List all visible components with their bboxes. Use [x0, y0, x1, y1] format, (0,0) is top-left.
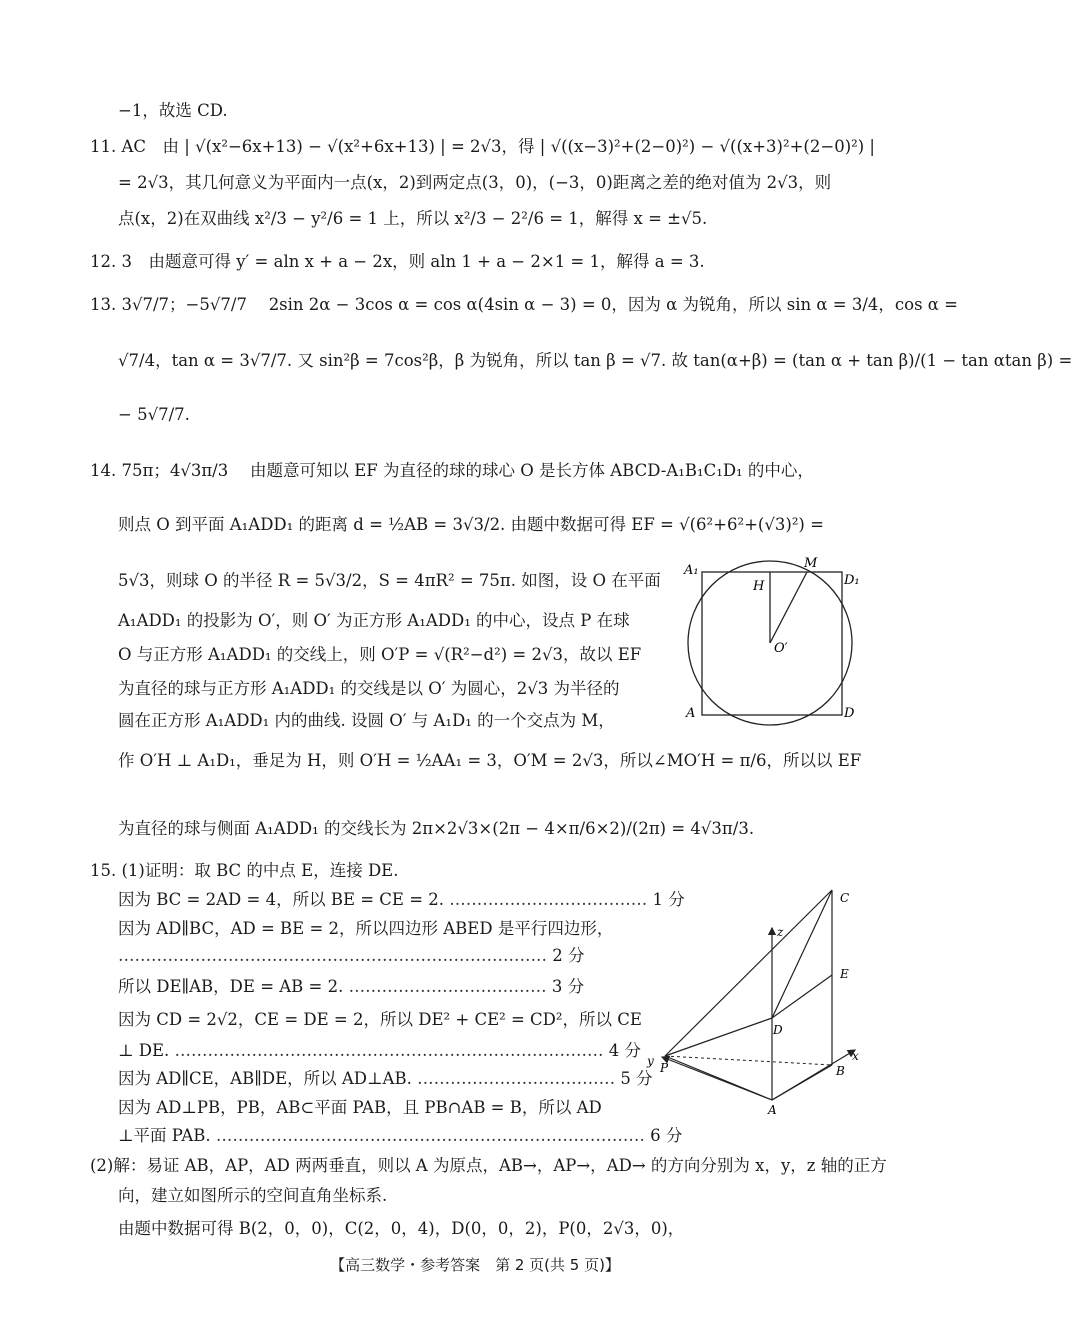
label-z: z [777, 925, 784, 939]
dot-leader: ……………………………… [449, 890, 648, 909]
text: 所以 DE∥AB，DE = AB = 2. [118, 977, 344, 996]
label-e: E [840, 967, 849, 981]
dot-leader: ……………………………… [348, 977, 547, 996]
answer-14-line: 则点 O 到平面 A₁ADD₁ 的距离 d = ½AB = 3√3/2. 由题中数据可得 EF = √(6²+6²+(√3)²) = [118, 515, 824, 534]
score: 5 分 [620, 1069, 653, 1088]
square-a1add1 [702, 572, 842, 715]
label-d: D [773, 1023, 783, 1037]
answer-14-line: 14. 75π；4√3π/3 由题意可知以 EF 为直径的球的球心 O 是长方体 ABCD-A₁B₁C₁D₁ 的中心， [90, 461, 814, 480]
label-h: H [753, 579, 765, 594]
label-y: y [647, 1054, 654, 1068]
answer-15-line: 因为 CD = 2√2，CE = DE = 2，所以 DE² + CE² = CD²，所以 CE [118, 1010, 642, 1029]
answer-12-line: 12. 3 由题意可得 y′ = aln x + a − 2x，则 aln 1 + a − 2×1 = 1，解得 a = 3. [90, 252, 705, 271]
score: 1 分 [652, 890, 685, 909]
answer-15-line: 向，建立如图所示的空间直角坐标系. [118, 1186, 388, 1205]
score: 3 分 [551, 977, 585, 996]
answer-15-line [118, 945, 585, 967]
text-line: −1，故选 CD. [118, 101, 228, 120]
text: 因为 AD∥CE，AB∥DE，所以 AD⊥AB. [118, 1069, 412, 1088]
answer-11-line: 点(x，2)在双曲线 x²/3 − y²/6 = 1 上，所以 x²/3 − 2²/6 = 1，解得 x = ±√5. [118, 209, 708, 228]
segment-om [770, 572, 807, 643]
label-x: x [852, 1049, 859, 1063]
answer-15-line [118, 1040, 641, 1062]
segment-de [772, 975, 832, 1018]
answer-14-line: 5√3，则球 O 的半径 R = 5√3/2，S = 4πR² = 75π. 如图，设 O 在平面 [118, 571, 661, 590]
label-d1: D₁ [844, 573, 860, 588]
text: ⊥平面 PAB. [118, 1126, 211, 1145]
label-a1: A₁ [684, 563, 699, 578]
answer-15-line [118, 1068, 653, 1090]
segment-pb [665, 1056, 832, 1065]
label-b: B [836, 1064, 845, 1078]
label-a: A [768, 1103, 777, 1117]
page-footer: 【高三数学・参考答案 第 2 页(共 5 页)】 [330, 1256, 620, 1274]
answer-15-line: 由题中数据可得 B(2，0，0)，C(2，0，4)，D(0，0，2)，P(0，2√3，0)， [118, 1219, 685, 1238]
answer-11-line: = 2√3，其几何意义为平面内一点(x，2)到两定点(3，0)，(−3，0)距离之差的绝对值为 2√3，则 [118, 173, 832, 192]
label-d: D [844, 706, 855, 721]
answer-15-line: (2)解：易证 AB，AP，AD 两两垂直，则以 A 为原点，AB→，AP→，AD→ 的方向分别为 x，y，z 轴的正方 [90, 1156, 887, 1175]
answer-13-line: 13. 3√7/7；−5√7/7 2sin 2α − 3cos α = cos α(4sin α − 3) = 0，因为 α 为锐角，所以 sin α = 3/4，cos α = [90, 295, 958, 314]
dot-leader: ……………………………… [417, 1069, 616, 1088]
answer-14-line: 为直径的球与正方形 A₁ADD₁ 的交线是以 O′ 为圆心，2√3 为半径的 [118, 679, 620, 698]
label-a: A [686, 706, 696, 721]
answer-14-line: A₁ADD₁ 的投影为 O′，则 O′ 为正方形 A₁ADD₁ 的中心，设点 P 在球 [118, 611, 630, 630]
y-axis [662, 1057, 772, 1100]
label-o-prime: O′ [774, 641, 788, 656]
answer-14-line: 圆在正方形 A₁ADD₁ 内的曲线. 设圆 O′ 与 A₁D₁ 的一个交点为 M， [118, 711, 615, 730]
answer-14-line: O 与正方形 A₁ADD₁ 的交线上，则 O′P = √(R²−d²) = 2√3，故以 EF [118, 645, 642, 664]
text: ⊥ DE. [118, 1041, 170, 1060]
dot-leader: …………………………………………………………………… [174, 1041, 604, 1060]
text: 因为 BC = 2AD = 4，所以 BE = CE = 2. [118, 890, 445, 909]
answer-15-line [118, 1125, 682, 1147]
segment-pd [665, 1018, 772, 1056]
label-p: P [660, 1061, 669, 1075]
figure-3d-coordinates [640, 880, 870, 1120]
segment-dc [772, 890, 832, 1018]
answer-15-line [118, 976, 584, 998]
dot-leader: …………………………………………………………………… [118, 946, 547, 965]
label-m: M [804, 556, 818, 571]
answer-11-line: 11. AC 由 | √(x²−6x+13) − √(x²+6x+13) | = 2√3，得 | √((x−3)²+(2−0)²) − √((x+3)²+(2−0)²) | [90, 137, 875, 156]
score: 2 分 [552, 946, 585, 965]
answer-14-line: 作 O′H ⊥ A₁D₁，垂足为 H，则 O′H = ½AA₁ = 3，O′M = 2√3，所以∠MO′H = π/6，所以以 EF [118, 751, 862, 770]
answer-15-line [118, 889, 685, 911]
figure-square-circle [680, 550, 860, 725]
answer-13-line: − 5√7/7. [118, 405, 190, 424]
answer-14-line: 为直径的球与侧面 A₁ADD₁ 的交线长为 2π×2√3×(2π − 4×π/6×2)/(2π) = 4√3π/3. [118, 819, 755, 838]
answer-15-line: 因为 AD∥BC，AD = BE = 2，所以四边形 ABED 是平行四边形， [118, 919, 614, 938]
segment-pc [665, 890, 832, 1056]
answer-13-line: √7/4，tan α = 3√7/7. 又 sin²β = 7cos²β，β 为锐角，所以 tan β = √7. 故 tan(α+β) = (tan α + tan β)/(1 − tan αtan β) = [118, 351, 1072, 370]
dot-leader: …………………………………………………………………… [215, 1126, 645, 1145]
score: 6 分 [650, 1126, 683, 1145]
label-c: C [840, 891, 850, 905]
answer-15-line: 因为 AD⊥PB，PB，AB⊂平面 PAB，且 PB∩AB = B，所以 AD [118, 1098, 602, 1117]
score: 4 分 [608, 1041, 642, 1060]
answer-15-line: 15. (1)证明：取 BC 的中点 E，连接 DE. [90, 861, 399, 880]
